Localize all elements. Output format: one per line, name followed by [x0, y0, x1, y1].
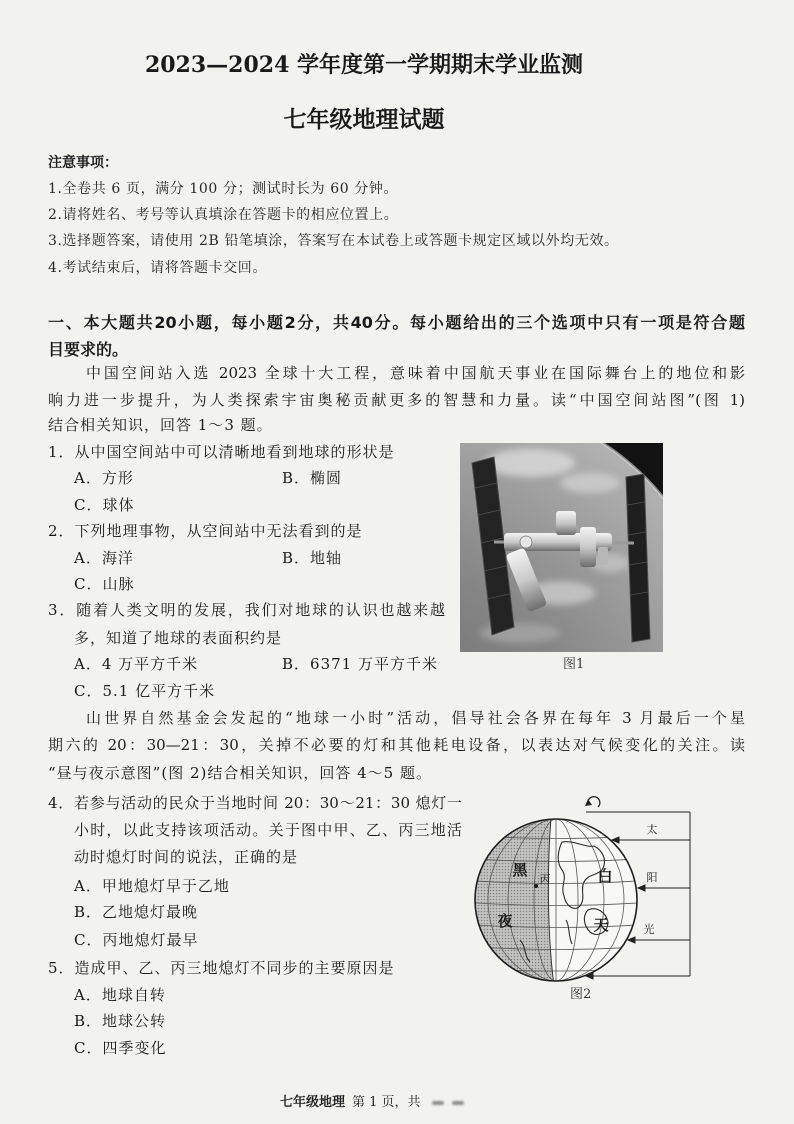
- passage-line: 结合相关知识，回答 1～3 题。: [48, 416, 273, 434]
- figure-2-day-night-diagram: [462, 790, 702, 990]
- passage-line: 山世界自然基金会发起的“地球一小时”活动，倡导社会各界在每年 3 月最后一个星: [86, 709, 745, 727]
- option-c: C．5.1 亿平方千米: [74, 682, 216, 700]
- question-stem: 3．随着人类文明的发展，我们对地球的认识也越来越: [48, 601, 445, 619]
- option-b: B．乙地熄灯最晚: [74, 903, 199, 921]
- option-c: C．球体: [74, 496, 135, 514]
- label-sun-2: 阳: [646, 871, 658, 884]
- day-night-globe: [462, 790, 702, 990]
- passage-line: 期六的 20：30—21：30，关掉不必要的灯和其他耗电设备，以表达对气候变化的关注。读: [48, 736, 745, 754]
- figure-1-space-station-photo: [460, 443, 663, 652]
- section-heading-line: 目要求的。: [48, 340, 129, 359]
- label-day-1: 白: [597, 867, 613, 885]
- option-a: A．海洋: [74, 549, 134, 567]
- figure-2-caption: 图2: [570, 987, 592, 1002]
- footer-page-number: 第 1 页，共: [352, 1095, 421, 1110]
- option-a: A．4 万平方千米: [74, 655, 199, 673]
- label-sun-3: 光: [643, 923, 655, 936]
- question-stem: 小时，以此支持该项活动。关于图中甲、乙、丙三地活: [74, 821, 462, 839]
- question-stem: 动时熄灯时间的说法，正确的是: [74, 848, 299, 866]
- question-stem: 多，知道了地球的表面积约是: [74, 629, 283, 647]
- exam-title: 2023—2024 学年度第一学期期末学业监测: [144, 52, 584, 78]
- sunlight-labels: [644, 822, 658, 936]
- section-heading-line: 一、本大题共20小题，每小题2分，共40分。每小题给出的三个选项中只有一项是符合题: [48, 313, 745, 332]
- figure-1-caption: 图1: [563, 657, 585, 672]
- label-sun-1: 太: [646, 823, 658, 836]
- label-day-2: 天: [593, 916, 609, 934]
- option-c: C．山脉: [74, 575, 135, 593]
- notice-item: 3.选择题答案，请使用 2B 铅笔填涂，答案写在本试卷上或答题卡规定区域以外均无效。: [48, 233, 619, 249]
- footer-smudge: [452, 1101, 464, 1105]
- exam-subtitle: 七年级地理试题: [283, 106, 445, 133]
- option-a: A．地球自转: [74, 986, 166, 1004]
- option-b: B．椭圆: [282, 469, 343, 487]
- notice-item: 2.请将姓名、考号等认真填涂在答题卡的相应位置上。: [48, 207, 399, 223]
- option-a: A．方形: [74, 469, 134, 487]
- question-stem: 4．若参与活动的民众于当地时间 20：30～21：30 熄灯一: [48, 794, 462, 812]
- passage-line: “昼与夜示意图”(图 2)结合相关知识，回答 4～5 题。: [48, 764, 432, 782]
- option-b: B．6371 万平方千米: [282, 655, 438, 673]
- passage-line: 中国空间站入选 2023 全球十大工程，意味着中国航天事业在国际舞台上的地位和影: [86, 364, 745, 382]
- option-a: A．甲地熄灯早于乙地: [74, 877, 230, 895]
- option-b: B．地球公转: [74, 1012, 167, 1030]
- notice-item: 4.考试结束后，请将答题卡交回。: [48, 260, 267, 276]
- rotation-arrow-icon: [585, 797, 600, 807]
- label-place: 丙: [539, 873, 551, 886]
- footer-subject: 七年级地理: [280, 1095, 346, 1110]
- question-stem: 5．造成甲、乙、丙三地熄灯不同步的主要原因是: [48, 959, 395, 977]
- label-night-1: 黑: [512, 861, 528, 879]
- option-b: B．地轴: [282, 549, 343, 567]
- notice-item: 1.全卷共 6 页，满分 100 分；测试时长为 60 分钟。: [48, 181, 399, 197]
- space-station-image: [460, 443, 663, 652]
- question-stem: 1．从中国空间站中可以清晰地看到地球的形状是: [48, 443, 395, 461]
- option-c: C．四季变化: [74, 1039, 167, 1057]
- option-c: C．丙地熄灯最早: [74, 931, 199, 949]
- passage-line: 响力进一步提升，为人类探索宇宙奥秘贡献更多的智慧和力量。读“中国空间站图”(图 1): [48, 391, 745, 409]
- question-stem: 2．下列地理事物，从空间站中无法看到的是: [48, 522, 363, 540]
- notice-heading: 注意事项：: [48, 155, 118, 171]
- footer-smudge: [432, 1101, 444, 1105]
- place-dot: [534, 884, 538, 888]
- label-night-2: 夜: [497, 912, 513, 930]
